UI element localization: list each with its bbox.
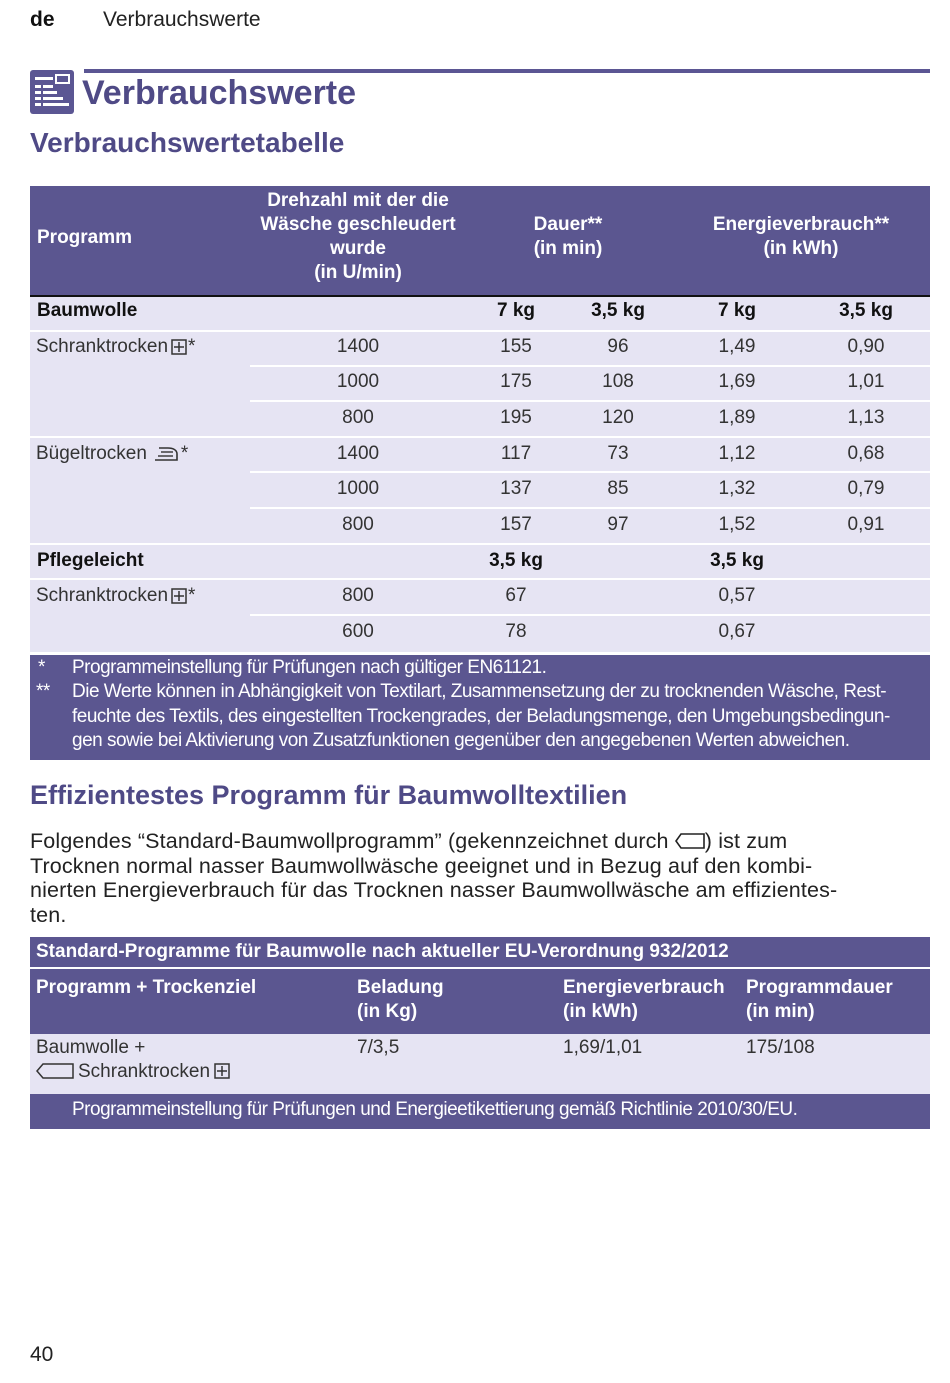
cell-energy-full: 1,12 (718, 443, 756, 464)
cell-speed: 800 (342, 585, 374, 606)
cell-energy-full: 1,69 (718, 371, 756, 392)
cell-energy: 1,69/1,01 (563, 1037, 643, 1058)
cell-energy-half: 0,68 (847, 443, 885, 464)
row-divider (250, 507, 930, 509)
easycare-duration-load: 3,5 kg (489, 550, 543, 571)
title-rule (84, 69, 930, 73)
cell-load: 7/3,5 (357, 1037, 400, 1058)
cell-energy-half: 0,79 (847, 478, 885, 499)
row-divider (30, 543, 930, 545)
row-divider (250, 400, 930, 402)
cell-energy-full: 1,52 (718, 514, 756, 535)
efficient-program-title: Effizientestes Programm für Baumwolltextilien (30, 780, 628, 810)
iron-dry-icon (153, 446, 179, 462)
row-divider (30, 330, 930, 332)
cell-duration-half: 108 (602, 371, 634, 392)
cell-duration: 175/108 (746, 1037, 815, 1058)
table-footer (30, 1094, 930, 1129)
cell-speed: 800 (342, 514, 374, 535)
easycare-energy-load: 3,5 kg (710, 550, 764, 571)
col-load: Beladung (in Kg) (357, 977, 444, 1022)
program-label-cupboard-dry: Schranktrocken * (36, 336, 196, 357)
cell-energy: 0,67 (718, 621, 756, 642)
footnote-1: Programmeinstellung für Prüfungen nach gültiger EN61121. (72, 657, 547, 678)
cell-speed: 800 (342, 407, 374, 428)
cell-duration: 78 (505, 621, 527, 642)
cell-speed: 1000 (336, 371, 380, 392)
cupboard-dry-icon (171, 339, 187, 355)
cell-speed: 600 (342, 621, 374, 642)
page-number: 40 (30, 1343, 54, 1366)
cell-speed: 1400 (336, 443, 380, 464)
cell-duration-half: 73 (607, 443, 629, 464)
cell-energy-full: 1,49 (718, 336, 756, 357)
cupboard-dry-icon (171, 588, 187, 604)
table-footer-text: Programmeinstellung für Prüfungen und Energieetikettierung gemäß Richtlinie 2010/30/EU. (72, 1099, 798, 1120)
standard-table-title: Standard-Programme für Baumwolle nach aktueller EU-Verordnung 932/2012 (36, 941, 729, 962)
cell-energy-half: 0,90 (847, 336, 885, 357)
cell-duration-full: 175 (500, 371, 532, 392)
header-duration: Dauer** (in min) (533, 214, 603, 259)
header-divider (30, 967, 930, 969)
header-energy: Energieverbrauch** (in kWh) (712, 214, 890, 259)
cotton-energy-load-half: 3,5 kg (839, 300, 893, 321)
cell-energy-half: 1,13 (847, 407, 885, 428)
col-energy: Energieverbrauch (in kWh) (563, 977, 725, 1022)
cotton-energy-load-full: 7 kg (717, 300, 757, 321)
cell-program: Baumwolle + Schranktrocken (36, 1036, 230, 1084)
row-divider (250, 365, 930, 367)
col-duration: Programmdauer (in min) (746, 977, 893, 1022)
cell-energy: 0,57 (718, 585, 756, 606)
header-language: de (30, 8, 55, 31)
cell-duration-full: 157 (500, 514, 532, 535)
group-label-cotton: Baumwolle (37, 300, 138, 321)
footnote-marker-1: * (38, 657, 45, 678)
cell-duration-half: 97 (607, 514, 629, 535)
cell-duration-full: 195 (500, 407, 532, 428)
cell-duration: 67 (505, 585, 527, 606)
standard-cotton-icon (36, 1063, 74, 1079)
cell-duration-full: 117 (500, 443, 532, 464)
group-label-easycare: Pflegeleicht (37, 550, 144, 571)
cell-speed: 1000 (336, 478, 380, 499)
efficient-program-paragraph: Folgendes “Standard-Baumwollprogramm” (gekennzeichnet durch ) ist zum Trocknen normal nasser Baumwollwäsche geeignet und in Bezug auf den kombi- nierten Energieverbrauch für das Trocknen nasser Baumwollwäsche am effizientes- ten. (30, 829, 838, 927)
cell-duration-full: 155 (500, 336, 532, 357)
header-title: Verbrauchswerte (103, 8, 261, 31)
row-divider (250, 614, 930, 616)
standard-cotton-icon (675, 833, 705, 849)
cell-duration-half: 96 (607, 336, 629, 357)
header-program: Programm (37, 227, 133, 248)
cell-duration-full: 137 (500, 478, 532, 499)
cell-energy-half: 1,01 (847, 371, 885, 392)
footnote-2: Die Werte können in Abhängigkeit von Textilart, Zusammensetzung der zu trocknenden Wäsche, Rest- feuchte des Textils, des eingestellten Trockengrades, der Beladungsmenge, den Umgebungsbedingun- gen sowie bei Aktivierung von Zusatzfunktionen gegenüber den angegebenen Werten abweichen. (72, 681, 890, 751)
header-speed: Drehzahl mit der die Wäsche geschleudert wurde (in U/min) (260, 190, 456, 283)
cell-duration-half: 85 (607, 478, 629, 499)
program-label-iron-dry: Bügeltrocken * (36, 443, 189, 464)
cell-energy-full: 1,89 (718, 407, 756, 428)
cotton-duration-load-full: 7 kg (496, 300, 536, 321)
cotton-duration-load-half: 3,5 kg (591, 300, 645, 321)
cell-duration-half: 120 (602, 407, 634, 428)
row-divider (30, 578, 930, 580)
consumption-table-icon (30, 70, 74, 114)
col-program: Programm + Trockenziel (36, 977, 257, 998)
table-subtitle: Verbrauchswertetabelle (30, 127, 345, 158)
cell-energy-half: 0,91 (847, 514, 885, 535)
program-label-cupboard-dry: Schranktrocken * (36, 585, 196, 606)
row-divider (30, 436, 930, 438)
cell-speed: 1400 (336, 336, 380, 357)
footnote-marker-2: ** (36, 681, 50, 702)
table-footnotes (30, 655, 930, 760)
cell-energy-full: 1,32 (718, 478, 756, 499)
row-divider (250, 471, 930, 473)
cupboard-dry-icon (214, 1063, 230, 1079)
section-title: Verbrauchswerte (82, 74, 357, 112)
